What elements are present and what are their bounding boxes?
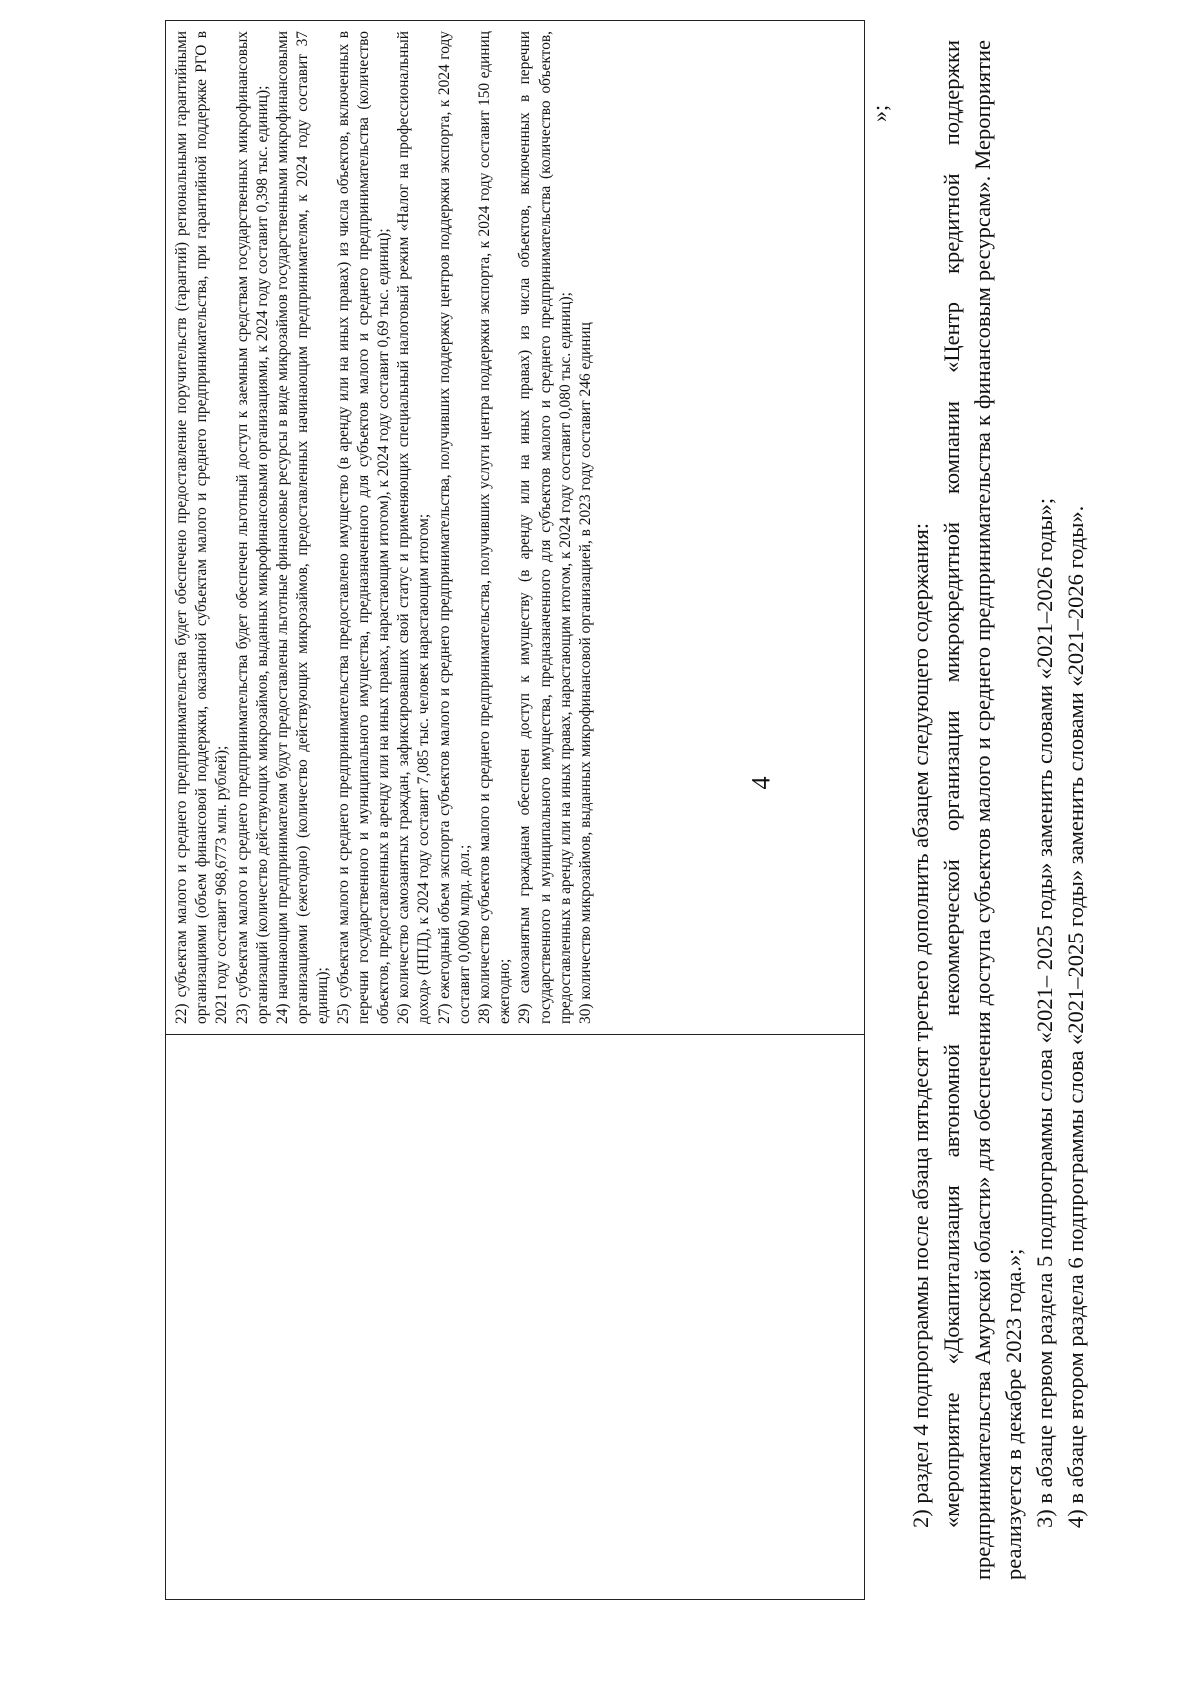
page-number: 4 (746, 776, 776, 790)
table-item-24: 24) начинающим предпринимателям будут предоставлены льготные финансовые ресурсы в виде микрозаймов государственными микрофинансовыми организациями (ежегодно) (количество действующих микрозаймов, предоставленных начинающим предпринимателям, к 2024 году составит 37 единиц); (274, 31, 332, 1024)
table-item-28: 28) количество субъектов малого и среднего предпринимательства, получивших услуги центра поддержки экспорта, к 2024 году составит 150 единиц ежегодно; (476, 31, 514, 1024)
table-item-25: 25) субъектам малого и среднего предпринимательства предоставлено имущество (в аренду или на иных правах) из числа объектов, включенных в перечни государственного и муниципального имущества, предназначенного для субъектов малого и среднего предпринимательства (количество объектов, предоставленных в аренду или на иных правах, нарастающим итогом), к 2024 году составит 0,69 тыс. единиц); (334, 31, 393, 1024)
table-item-29: 29) самозанятым гражданам обеспечен доступ к имуществу (в аренду или на иных правах) из числа объектов, включенных в перечни государственного и муниципального имущества, предназначенного для субъектов малого и среднего предпринимательства (количество объектов, предоставленных в аренду или на иных правах, нарастающим итогом, к 2024 году составит 0,080 тыс. единиц); (516, 31, 574, 1024)
paragraph-4: 4) в абзаце втором раздела 6 подпрограммы слова «2021–2025 годы» заменить словами «2021–2026 годы». (1063, 505, 1088, 1528)
continuation-table (165, 20, 865, 1600)
closing-quote-mark: »; (867, 104, 892, 122)
table-item-30: 30) количество микрозаймов, выданных микрофинансовой организацией, в 2023 году составит 246 единиц (577, 322, 595, 1024)
table-item-22: 22) субъектам малого и среднего предпринимательства будет обеспечено предоставление поручительств (гарантий) региональными гарантийными организациями (объем финансовой поддержки, оказанной субъектам малого и среднего предпринимательства, при гарантийной поддержке РГО в 2021 году составит 968,6773 млн. рублей); (173, 31, 231, 1024)
table-item-23: 23) субъектам малого и среднего предпринимательства будет обеспечен льготный доступ к заемным средствам государственных микрофинансовых организаций (количество действующих микрозаймов, выданных микрофинансовыми организациями, к 2024 году составит 0,398 тыс. единиц); (233, 31, 271, 1024)
paragraph-3: 3) в абзаце первом раздела 5 подпрограммы слова «2021– 2025 годы» заменить словами «2021–2026 годы»; (1032, 497, 1057, 1528)
amendment-text (905, 40, 1091, 1580)
rotated-page-content (165, 20, 1185, 1600)
table-item-26: 26) количество самозанятых граждан, зафиксировавших свой статус и применяющих специальный налоговый режим «Налог на профессиональный доход» (НПД), к 2024 году составит 7,085 тыс. человек нарастающим итогом; (395, 31, 433, 1024)
paragraph-2: 2) раздел 4 подпрограммы после абзаца пятьдесят третьего дополнить абзацем следующего содержания: (908, 522, 933, 1528)
table-right-column (166, 21, 864, 1034)
paragraph-event: «мероприятие «Докапитализация автономной некоммерческой организации микрокредитной компании «Центр кредитной поддержки предпринимательства Амурской области» для обеспечения доступа субъектов малого и среднего предпринимательства к финансовым ресурсам». Мероприятие реализуется в декабре 2023 года.»; (939, 40, 1026, 1580)
table-item-27: 27) ежегодный объем экспорта субъектов малого и среднего предпринимательства, получивших поддержку центров поддержки экспорта, к 2024 году составит 0,0060 млрд. дол.; (435, 31, 473, 1024)
table-left-column (166, 1034, 864, 1599)
